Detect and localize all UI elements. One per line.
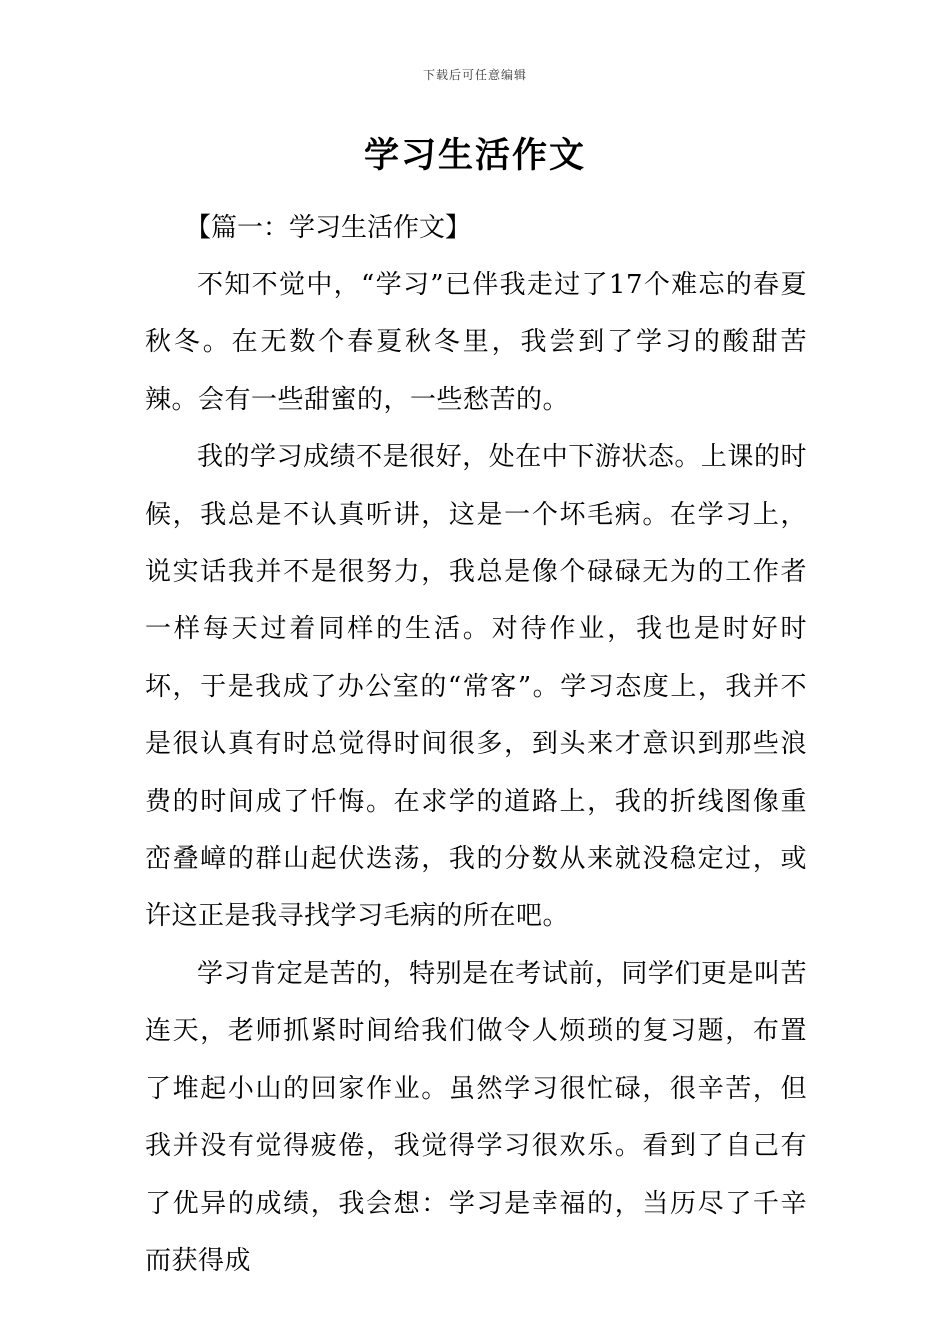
paragraph-3: 学习肯定是苦的，特别是在考试前，同学们更是叫苦连天，老师抓紧时间给我们做令人烦琐的复习题，布置了堆起小山的回家作业。虽然学习很忙碌，很辛苦，但我并没有觉得疲倦，我觉得学习很欢乐。看到了自己有了优异的成绩，我会想：学习是幸福的，当历尽了千辛而获得成 [145, 958, 807, 1276]
header-note: 下载后可任意编辑 [422, 68, 527, 82]
paragraph-2: 我的学习成绩不是很好，处在中下游状态。上课的时候，我总是不认真听讲，这是一个坏毛病。在学习上，说实话我并不是很努力，我总是像个碌碌无为的工作者一样每天过着同样的生活。对待作业，我也是时好时坏，于是我成了办公室的“常客”。学习态度上，我并不是很认真有时总觉得时间很多，到头来才意识到那些浪费的时间成了忏悔。在求学的道路上，我的折线图像重峦叠嶂的群山起伏迭荡，我的分数从来就没稳定过，或许这正是我寻找学习毛病的所在吧。 [145, 442, 807, 932]
page-title: 学习生活作文 [363, 136, 586, 176]
document-body [145, 200, 807, 1290]
paragraph-1: 不知不觉中，“学习”已伴我走过了17个难忘的春夏秋冬。在无数个春夏秋冬里，我尝到了学习的酸甜苦辣。会有一些甜蜜的，一些愁苦的。 [145, 270, 807, 415]
section-heading: 【篇一：学习生活作文】 [185, 213, 472, 243]
